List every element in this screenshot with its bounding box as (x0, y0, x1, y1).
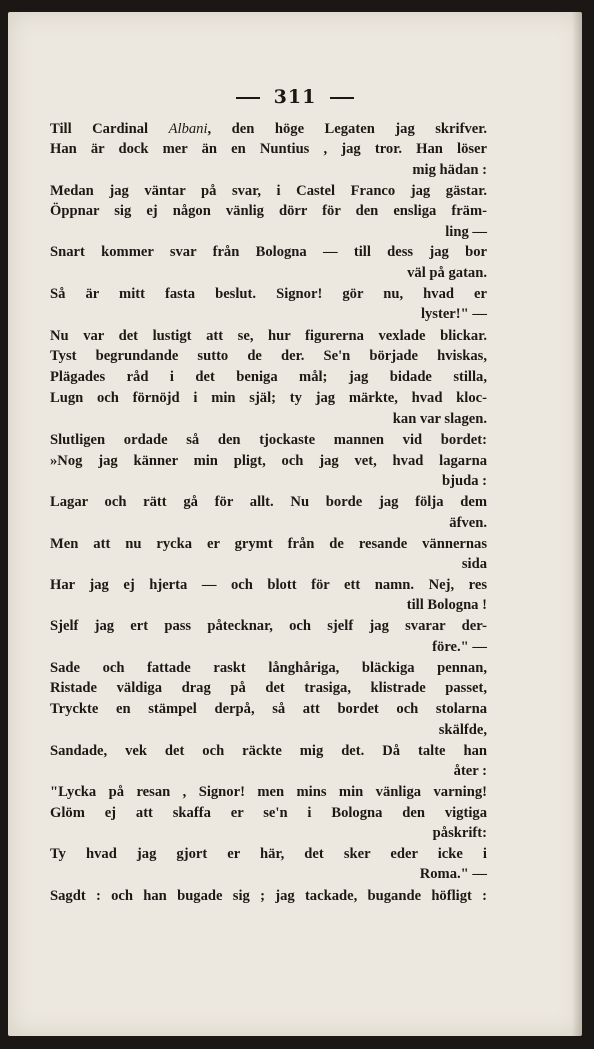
page-edge-shadow (572, 12, 582, 1036)
text-line (50, 534, 487, 554)
text-segment: väl på gatan. (407, 265, 487, 281)
text-line (50, 139, 487, 159)
text-line-continuation (50, 160, 487, 180)
text-segment: Sagdt : och han bugade sig ; jag tackade, bugande höfligt : (50, 888, 487, 904)
text-line (50, 367, 487, 387)
text-line (50, 741, 487, 761)
text-segment: Slutligen ordade så den tjockaste mannen vid bordet: (50, 432, 487, 448)
text-line-continuation (50, 823, 487, 843)
text-segment: Lugn och förnöjd i min själ; ty jag märkte, hvad kloc- (50, 390, 487, 406)
text-line (50, 242, 487, 262)
text-segment: Ristade väldiga drag på det trasiga, klistrade passet, (50, 680, 487, 696)
text-segment: Öppnar sig ej någon vänlig dörr för den ensliga främ- (50, 203, 487, 219)
text-segment: ling — (445, 224, 487, 240)
text-line (50, 803, 487, 823)
text-line (50, 451, 487, 471)
text-line (50, 782, 487, 802)
text-segment: , den höge Legaten jag skrifver. (207, 121, 488, 137)
text-line-continuation (50, 409, 487, 429)
text-line (50, 326, 487, 346)
text-line (50, 844, 487, 864)
text-segment: Sandade, vek det och räckte mig det. Då talte han (50, 743, 487, 759)
text-segment: till Bologna ! (406, 597, 487, 613)
text-line-continuation (50, 761, 487, 781)
text-segment: lyster!" — (420, 306, 487, 322)
text-line (50, 346, 487, 366)
text-line (50, 181, 487, 201)
text-segment: Glöm ej att skaffa er se'n i Bologna den vigtiga (50, 805, 487, 821)
text-line-continuation (50, 222, 487, 242)
text-segment: Nu var det lustigt att se, hur figurerna vexlade blickar. (50, 328, 487, 344)
text-segment: »Nog jag känner min pligt, och jag vet, hvad lagarna (50, 453, 487, 469)
text-segment: Har jag ej hjerta — och blott för ett namn. Nej, res (50, 577, 487, 593)
text-line-continuation (50, 304, 487, 324)
text-line-continuation (50, 554, 487, 574)
text-line (50, 616, 487, 636)
header-dash-left (236, 97, 260, 99)
text-line-continuation (50, 864, 487, 884)
text-line (50, 284, 487, 304)
text-segment: Men att nu rycka er grymt från de resande vännernas (50, 536, 487, 552)
text-line (50, 492, 487, 512)
text-segment: Roma." — (419, 866, 487, 882)
header-dash-right (330, 97, 354, 99)
text-segment: Snart kommer svar från Bologna — till dess jag bor (50, 244, 487, 260)
page-number: 311 (273, 86, 317, 108)
text-line-continuation (50, 595, 487, 615)
text-line (50, 575, 487, 595)
text-segment: Plägades råd i det beniga mål; jag bidade stilla, (50, 369, 487, 385)
text-segment: före." — (432, 639, 487, 655)
text-segment: Så är mitt fasta beslut. Signor! gör nu, hvad er (50, 286, 487, 302)
text-line (50, 699, 487, 719)
text-line (50, 678, 487, 698)
text-line-continuation (50, 471, 487, 491)
page-header (8, 86, 582, 108)
text-segment: skälfde, (438, 722, 487, 738)
text-segment: påskrift: (432, 825, 487, 841)
text-line (50, 388, 487, 408)
text-segment: Ty hvad jag gjort er här, det sker eder icke i (50, 846, 487, 862)
text-line-continuation (50, 637, 487, 657)
text-segment: Lagar och rätt gå för allt. Nu borde jag följa dem (50, 494, 487, 510)
text-segment: Tryckte en stämpel derpå, så att bordet och stolarna (50, 701, 487, 717)
text-segment: Medan jag väntar på svar, i Castel Franco jag gästar. (50, 183, 487, 199)
text-line (50, 119, 487, 139)
text-segment: bjuda : (441, 473, 487, 489)
book-page (8, 12, 582, 1036)
text-segment: åter : (453, 763, 487, 779)
text-line (50, 886, 487, 906)
text-line (50, 201, 487, 221)
italic-name: Albani (168, 121, 208, 137)
text-segment: Sjelf jag ert pass påtecknar, och sjelf jag svarar der- (50, 618, 487, 634)
text-line-continuation (50, 720, 487, 740)
text-segment: kan var slagen. (392, 411, 487, 427)
text-segment: Tyst begrundande sutto de der. Se'n började hviskas, (50, 348, 487, 364)
text-line-continuation (50, 513, 487, 533)
text-segment: "Lycka på resan , Signor! men mins min vänliga varning! (50, 784, 487, 800)
text-segment: Han är dock mer än en Nuntius , jag tror. Han löser (50, 141, 487, 157)
text-segment: mig hädan : (412, 162, 487, 178)
text-segment: äfven. (449, 515, 487, 531)
text-line (50, 658, 487, 678)
text-segment: Sade och fattade raskt långhåriga, bläckiga pennan, (50, 660, 487, 676)
text-segment: sida (461, 556, 487, 572)
text-line-continuation (50, 263, 487, 283)
text-segment: Till Cardinal (50, 121, 169, 137)
text-line (50, 430, 487, 450)
